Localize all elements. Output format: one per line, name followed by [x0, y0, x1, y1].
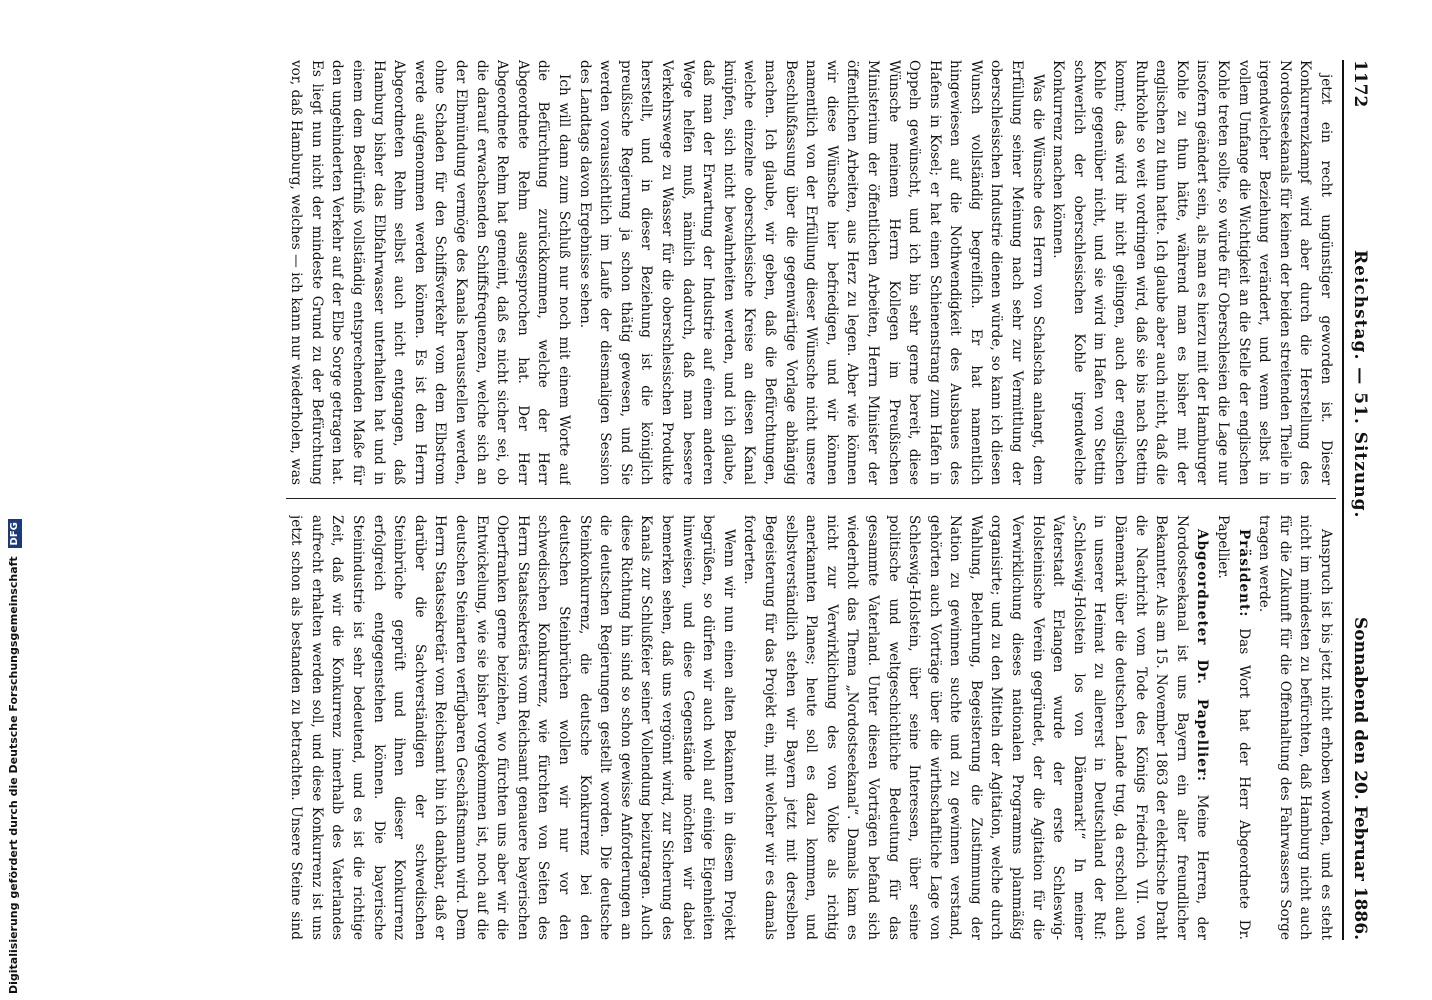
- page-number: 1172: [1350, 60, 1370, 108]
- page-title: Reichstag. — 51. Sitzung.: [1350, 250, 1370, 519]
- paragraph: Ich will dann zum Schluß nur noch mit einem Worte auf die Befürchtung zurückkommen, welche der Herr Abgeordnete Rehm ausgesprochen hat. Der Herr Abgeordnete Rehm hat gemeint, daß es nicht sicher sei, ob die darauf erwachsenden Schiffsfrequenzen, welche sich an der Elbmündung vermöge des Kanals herausstellen werden, ohne Schaden für den Schiffsverkehr vom dem Elbstrom werde aufgenommen werden können. Es ist dem Herrn Abgeordneten Rehm selbst auch nicht entgangen, daß Hamburg bisher das Elbfahrwasser unterhalten hat und in einem dem Bedürfniß vollständig entsprechenden Maße für den ungehinderten Verkehr auf der Elbe Sorge getragen hat. Es liegt nun nicht der mindeste Grund zu der Befürchtung vor, daß Hamburg, welches — ich kann nur wiederholen, was: [288, 60, 573, 485]
- page-date: Sonnabend den 20. Februar 1886.: [1350, 617, 1370, 940]
- page-header: [1346, 60, 1370, 940]
- speech-president: [1212, 515, 1253, 940]
- speech-text: Das Wort hat der Herr Abgeordnete Dr. Papellier.: [1215, 515, 1252, 940]
- paragraph: Was die Wünsche des Herrn von Schalscha anlangt, dem Erfüllung seiner Meinung nach sehr zur Vermittlung der oberschlesischen Industrie dienen würde, so kann ich diesen Wunsch vollständig begreiflich. Er hat namentlich hingewiesen auf die Nothwendigkeit des Ausbaues des Hafens in Kosel; er hat einen Schienenstrang zum Hafen in Oppeln gewünscht, und ich bin sehr gerne bereit, diese Wünsche meinem Herrn Kollegen im Preußischen Ministerium der öffentlichen Arbeiten, Herrn Minister der öffentlichen Arbeiten, aus Herz zu legen. Aber wie können wir diese Wünsche hier befriedigen, und wir können namentlich von der Erfüllung dieser Wünsche nicht unsere Beschlußfassung über die gegenwärtige Vorlage abhängig machen. Ich glaube, wir geben, daß die Befürchtungen, welche einzelne oberschlesische Kreise an diesen Kanal knüpfen, sich nicht bewahrheiten werden, und ich glaube, daß man der Erwartung der Industrie auf einem anderen Wege helfen muß, nämlich dadurch, daß man bessere Verkehrswege zu Wasser für die oberschlesischen Produkte herstellt, und in dieser Beziehung ist die königlich preußische Regierung ja schon thätig gewesen, und Sie werden voraussichtlich im Laufe der diesmaligen Session des Landtags davon Ergebnisse sehen.: [576, 60, 1046, 485]
- speech-text: Meine Herren, der Nordostseekanal ist uns Bayern ein alter freundlicher Bekannter. Als am 15. November 1863 der elektrische Draht die Nachricht vom Tode des Königs Friedrich VII. von Dänemark über die deutschen Lande trug, da erscholl auch in unserer Heimat zu allererst in Deutschland der Ruf: „Schleswig-Holstein los von Dänemark!“ In meiner Vaterstadt Erlangen wurde der erste Schleswig-Holsteinische Verein gegründet, der die Agitation für die Verwirklichung dieses nationalen Programms planmäßig organisirte; und zu den Mitteln der Agitation, welche durch Wahlung, Belehrung, Begeisterung die Zustimmung der Nation zu gewinnen suchte und zu gewinnen verstand, gehörten auch Vorträge über die wirthschaftliche Lage von Schleswig-Holstein, über seine Interessen, über seine politische und weltgeschichtliche Bedeutung für das gesammte Vaterland. Unter diesen Vorträgen befand sich wiederholt das Thema „Nordostseekanal“. Damals kam es nicht zur Verwirklichung des von Volke als richtig anerkannten Planes; heute soll es dazu kommen, und selbstverständlich stehen wir Bayern jetzt mit derselben Begeisterung für das Projekt ein, mit welcher wir es damals forderten.: [741, 515, 1211, 940]
- footer-text: Digitalisierung gefördert durch die Deutsche Forschungsgemeinschaft: [7, 556, 20, 994]
- left-column: [286, 60, 1336, 485]
- right-column: [286, 515, 1336, 940]
- dfg-logo: DFG: [8, 519, 22, 548]
- header-rule: [1342, 60, 1344, 940]
- footer-credit: [7, 519, 22, 994]
- speaker-name: Präsident:: [1235, 529, 1252, 618]
- paragraph: Wenn wir nun einen alten Bekannten in diesem Projekt begrüßen, so dürfen wir auch wohl auf einige Eigenheiten hinweisen, und diese Gegenstände möchten wir dabei bemerken sehen, daß uns vergönnt wird, zur Sicherung des Kanals zur Schlußfeier seiner Vollendung beizutragen. Auch diese Richtung hin sind so schon gewisse Anforderungen an die deutschen Regierungen gestellt worden. Die deutsche Steinkonkurrenz, die deutsche Konkurrenz bei den deutschen Steinbrüchen wollen wir nur vor den schwedischen Konkurrenz, wie fürchten von Seiten des Herrn Staatssekretärs vom Reichsamt genauere bayerischen Oberfranken gerne beiziehen, wo fürchten uns aber wir die Entwickelung, wie sie bisher vorgekommen ist, noch auf die deutschen Steinarten verfügbaren Geschäftsmann wird. Dem Herrn Staatssekretär vom Reichsamt bin ich dankbar, daß er darüber die Sachverständigen der schwedischen Steinbrüche geprüft und ihnen dieser Konkurrenz erfolgreich entgegenstehen können. Die bayerische Steinindustrie ist sehr bedeutend, und es ist die richtige Zeit, daß wir die Konkurrenz innerhalb des Vaterlandes aufrecht erhalten werden soll, und diese Konkurrenz ist uns jetzt schon als bestanden zu betrachten. Unsere Steine sind: [288, 515, 737, 940]
- paragraph: Anspruch ist bis jetzt nicht erhoben worden, und es steht nicht im mindesten zu befürchten, daß Hamburg nicht auch für die Zukunft für die Offenhaltung des Fahrwassers Sorge tragen werde.: [1256, 515, 1334, 940]
- speech-papellier: [739, 515, 1213, 940]
- column-divider: [286, 498, 1336, 499]
- paragraph: jetzt ein recht ungünstiger geworden ist. Dieser Konkurrenzkampf wird aber durch die Herstellung des Nordostseekanals für keinen der beiden streitenden Theile in irgendwelcher Beziehung verändert, und wenn selbst in vollem Umfange die Wichtigkeit an die Stelle der englischen Kohle treten sollte, so würde für Oberschlesien die Lage nur insofern geändert sein, als man es hierzu mit der Hamburger Kohle zu thun hätte, während man es bisher mit der englischen zu thun hatte. Ich glaube aber auch nicht, daß die Ruhrkohle so weit vordringen wird, daß sie bis nach Stettin kommt; das wird ihr nicht gelingen, auch der englischen Kohle gegenüber nicht, und sie wird im Hafen von Stettin schwerlich der oberschlesischen Kohle irgendwelche Konkurrenz machen können.: [1050, 60, 1334, 485]
- speaker-name: Abgeordneter Dr. Papellier:: [1194, 529, 1211, 783]
